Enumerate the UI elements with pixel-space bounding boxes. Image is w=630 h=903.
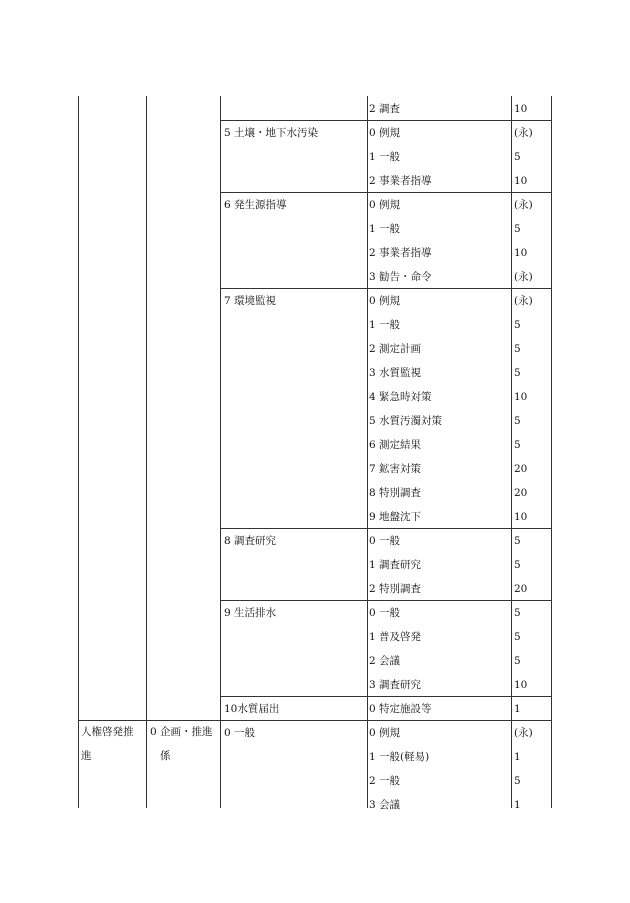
retention-cell: 5: [514, 223, 521, 235]
subsection-name-line2: 係: [160, 750, 171, 762]
group-line-8: [220, 528, 551, 529]
item-cell: 0 例規: [369, 199, 401, 211]
item-cell: 2 事業者指導: [369, 247, 432, 259]
item-cell: 3 勧告・命令: [369, 271, 432, 283]
subsection-name-line1: 0 企画・推進: [150, 726, 213, 738]
category-cell: 6 発生源指導: [224, 199, 287, 211]
group-line-7: [220, 288, 551, 289]
item-cell: 9 地盤沈下: [369, 511, 422, 523]
retention-cell: 20: [514, 583, 528, 595]
item-cell: 0 一般: [369, 607, 401, 619]
col-line-6: [551, 96, 552, 808]
retention-cell: 5: [514, 367, 521, 379]
item-cell: 1 一般(軽易): [369, 751, 430, 763]
retention-cell: 10: [514, 175, 528, 187]
retention-cell: 5: [514, 655, 521, 667]
retention-cell: 5: [514, 415, 521, 427]
retention-cell: 5: [514, 439, 521, 451]
retention-cell: 20: [514, 463, 528, 475]
item-cell: 1 調査研究: [369, 559, 422, 571]
item-cell: 1 一般: [369, 319, 401, 331]
group-line-section: [78, 720, 551, 721]
item-cell: 0 例規: [369, 727, 401, 739]
category-cell: 8 調査研究: [224, 535, 277, 547]
retention-cell: 10: [514, 679, 528, 691]
retention-cell: 10: [514, 247, 528, 259]
col-line-5: [511, 96, 512, 808]
retention-cell: 20: [514, 487, 528, 499]
col-line-2: [146, 96, 147, 808]
retention-cell: (永): [514, 295, 533, 307]
category-cell: 9 生活排水: [224, 607, 277, 619]
retention-cell: 5: [514, 535, 521, 547]
item-cell: 3 水質監視: [369, 367, 422, 379]
item-cell: 8 特別調査: [369, 487, 422, 499]
group-line-9: [220, 600, 551, 601]
item-cell: 2 会議: [369, 655, 401, 667]
retention-cell: 1: [514, 799, 521, 811]
retention-cell: 5: [514, 151, 521, 163]
category-cell: 5 土壌・地下水汚染: [224, 127, 319, 139]
item-cell: 4 緊急時対策: [369, 391, 432, 403]
group-line-5: [220, 120, 551, 121]
col-line-3: [220, 96, 221, 808]
item-cell: 1 普及啓発: [369, 631, 422, 643]
retention-cell: 5: [514, 631, 521, 643]
item-cell: 7 鉱害対策: [369, 463, 422, 475]
retention-cell: (永): [514, 127, 533, 139]
retention-cell: 10: [514, 511, 528, 523]
retention-cell: 10: [514, 103, 528, 115]
item-cell: 3 調査研究: [369, 679, 422, 691]
retention-cell: 10: [514, 391, 528, 403]
item-cell: 2 事業者指導: [369, 175, 432, 187]
item-cell: 0 一般: [369, 535, 401, 547]
retention-cell: 1: [514, 703, 521, 715]
item-cell: 5 水質汚濁対策: [369, 415, 443, 427]
section-name-line1: 人権啓発推: [81, 726, 134, 738]
retention-cell: 5: [514, 607, 521, 619]
item-cell: 2 一般: [369, 775, 401, 787]
retention-cell: 5: [514, 559, 521, 571]
group-line-6: [220, 192, 551, 193]
retention-cell: 5: [514, 319, 521, 331]
group-line-10: [220, 696, 551, 697]
item-cell: 1 一般: [369, 223, 401, 235]
retention-cell: (永): [514, 199, 533, 211]
item-cell: 2 特別調査: [369, 583, 422, 595]
item-cell: 2 測定計画: [369, 343, 422, 355]
item-cell: 0 例規: [369, 295, 401, 307]
category-cell: 7 環境監視: [224, 295, 277, 307]
retention-cell: (永): [514, 271, 533, 283]
item-cell: 0 特定施設等: [369, 703, 432, 715]
retention-cell: 1: [514, 751, 521, 763]
item-cell: 3 会議: [369, 799, 401, 811]
category-cell: 10水質届出: [224, 703, 280, 715]
retention-cell: 5: [514, 775, 521, 787]
item-cell: 1 一般: [369, 151, 401, 163]
item-cell: 2 調査: [369, 103, 401, 115]
section-name-line2: 進: [81, 750, 92, 762]
col-line-4: [367, 96, 368, 808]
col-line-1: [78, 96, 79, 808]
item-cell: 0 例規: [369, 127, 401, 139]
retention-cell: (永): [514, 727, 533, 739]
category-cell: 0 一般: [224, 727, 256, 739]
retention-cell: 5: [514, 343, 521, 355]
item-cell: 6 測定結果: [369, 439, 422, 451]
